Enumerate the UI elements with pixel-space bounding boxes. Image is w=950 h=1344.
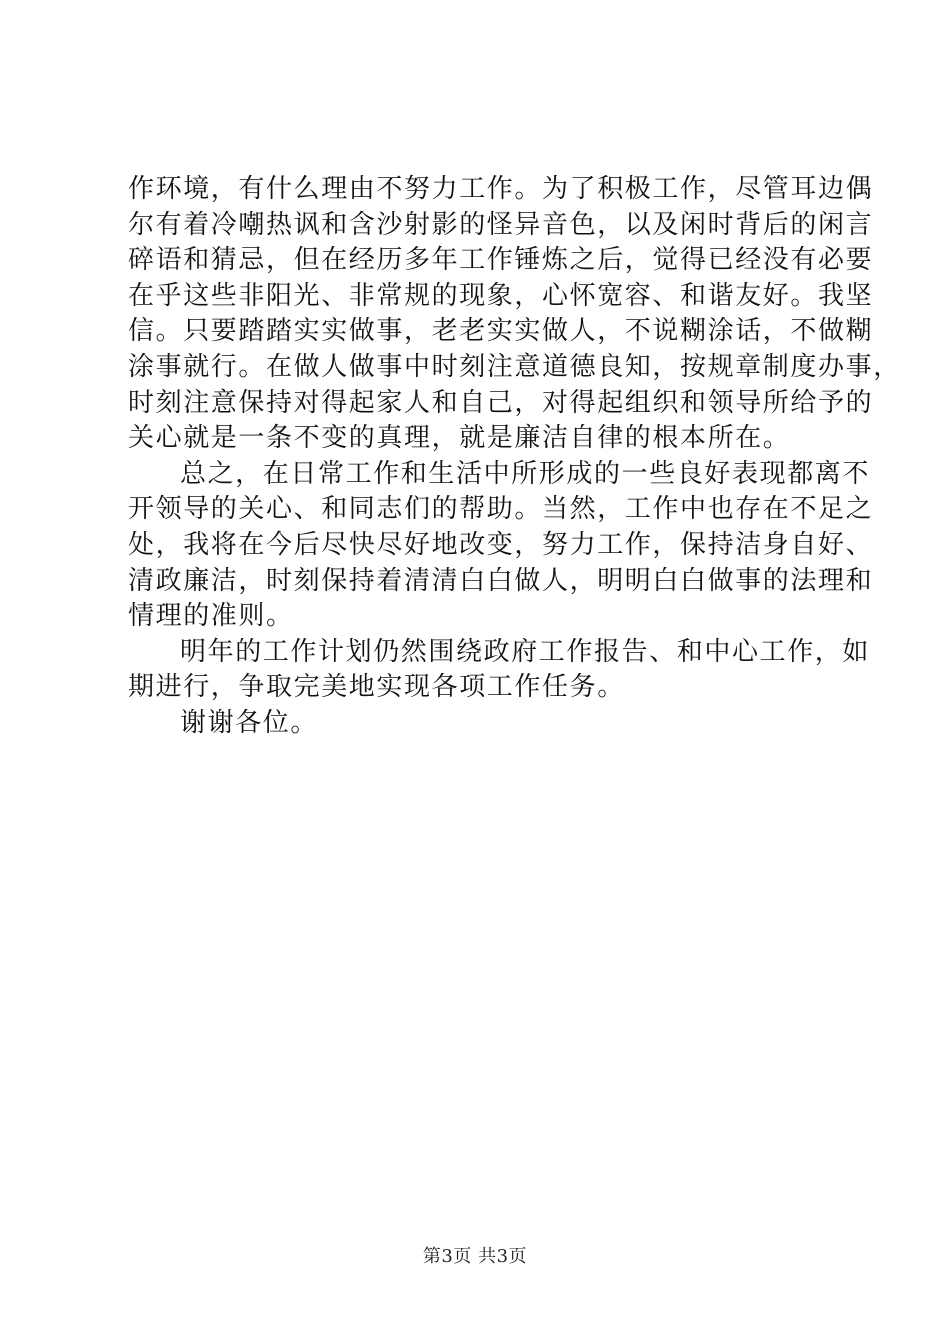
- text-line: 开领导的关心、和同志们的帮助。当然，工作中也存在不足之: [128, 494, 874, 525]
- text-line: 信。只要踏踏实实做事，老老实实做人，不说糊涂话，不做糊: [128, 316, 874, 347]
- text-line: 作环境，有什么理由不努力工作。为了积极工作，尽管耳边偶: [128, 174, 874, 204]
- text-line: 处，我将在今后尽快尽好地改变，努力工作，保持洁身自好、: [128, 529, 874, 560]
- text-line: 总之，在日常工作和生活中所形成的一些良好表现都离不: [180, 458, 871, 489]
- text-line: 关心就是一条不变的真理，就是廉洁自律的根本所在。: [128, 423, 791, 454]
- document-body: [128, 172, 901, 742]
- text-line: 清政廉洁，时刻保持着清清白白做人，明明白白做事的法理和: [128, 565, 874, 596]
- page-footer: 第3页 共3页: [422, 1246, 528, 1267]
- text-line: 期进行，争取完美地实现各项工作任务。: [128, 672, 625, 703]
- text-line: 时刻注意保持对得起家人和自己，对得起组织和领导所给予的: [128, 387, 874, 418]
- text-line: 在乎这些非阳光、非常规的现象，心怀宽容、和谐友好。我坚: [128, 280, 874, 311]
- text-line: 尔有着冷嘲热讽和含沙射影的怪异音色，以及闲时背后的闲言: [128, 209, 874, 240]
- text-line: 明年的工作计划仍然围绕政府工作报告、和中心工作，如: [180, 636, 871, 667]
- text-line: 涂事就行。在做人做事中时刻注意道德良知，按规章制度办事，: [128, 351, 901, 382]
- text-line: 谢谢各位。: [180, 707, 319, 738]
- text-line: 情理的准则。: [128, 601, 294, 632]
- text-line: 碎语和猜忌，但在经历多年工作锤炼之后，觉得已经没有必要: [128, 245, 874, 276]
